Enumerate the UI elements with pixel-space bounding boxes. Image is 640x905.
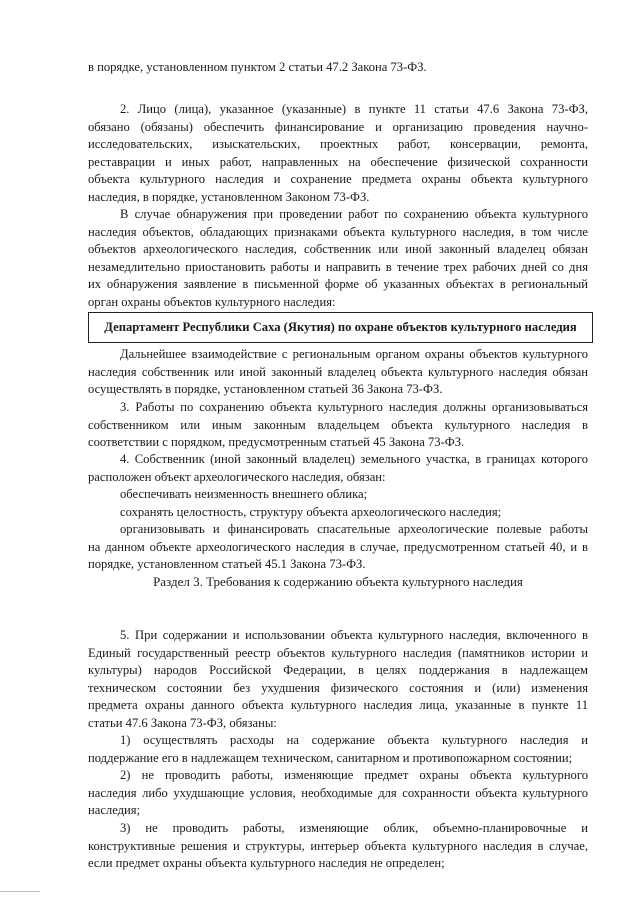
paragraph-2-line: наследия, в порядке, установленном Законом 73-ФЗ. [88, 189, 370, 204]
paragraph-2-line: исследовательских, изыскательских, проектных работ, консервации, ремонта, [88, 137, 588, 151]
scan-edge-mark [0, 891, 40, 892]
paragraph-5-line: предмета охраны данного объекта культурного наследия лица, указанные в пункте 11 [88, 698, 588, 712]
paragraph-2-line: обязано (обязаны) обеспечить финансирование и организацию проведения научно- [88, 119, 588, 134]
paragraph-3-line: собственником или иным законным владельцем объекта культурного наследия в [88, 417, 588, 432]
section-3-title: Раздел 3. Требования к содержанию объекта культурного наследия [153, 574, 523, 589]
paragraph-4-line: на данном объекте археологического наследия в случае, предусмотренном статьей 40, и в [88, 539, 588, 554]
paragraph-3-line: соответствии с порядком, предусмотренным статьей 45 Закона 73-ФЗ. [88, 435, 465, 449]
interaction-paragraph-line: осуществлять в порядке, установленном статьей 36 Закона 73-ФЗ. [88, 382, 443, 396]
item-1-line: 1) осуществлять расходы на содержание объекта культурного наследия и [120, 733, 588, 747]
item-3-line: если предмет охраны объекта культурного наследия не определен; [88, 856, 445, 870]
discovery-paragraph-line: наследия объектов, обладающих признаками объекта культурного наследия, в том числе [88, 224, 588, 239]
paragraph-5-line: культуры) народов Российской Федерации, в целях поддержания в надлежащем [88, 663, 588, 677]
continuation-line: в порядке, установленном пунктом 2 статьи 47.2 Закона 73-ФЗ. [88, 60, 427, 74]
paragraph-2-line: реставрации и иных работ, направленных на обеспечение физической сохранности [88, 154, 588, 169]
discovery-paragraph-line: незамедлительно приостановить работы и направить в течение трех рабочих дней со дня [88, 259, 588, 274]
paragraph-3-line: 3. Работы по сохранению объекта культурного наследия должны организовываться [120, 400, 588, 414]
paragraph-5-line: Единый государственный реестр объектов культурного наследия (памятников истории и [88, 645, 588, 660]
paragraph-5-line: 5. При содержании и использовании объекта культурного наследия, включенного в [120, 628, 588, 642]
paragraph-4-line: порядке, установленном статьей 45.1 Закона 73-ФЗ. [88, 557, 366, 571]
item-1-line: поддержание его в надлежащем техническом, санитарном и противопожарном состоянии; [88, 750, 573, 765]
interaction-paragraph-line: наследия собственник или иной законный владелец объекта культурного наследия обязан [88, 364, 588, 379]
interaction-paragraph-line: Дальнейшее взаимодействие с региональным органом охраны объектов культурного [120, 347, 588, 361]
paragraph-5-line: техническом состоянии без ухудшения физического состояния и (или) изменения [88, 680, 588, 695]
item-2-line: 2) не проводить работы, изменяющие предмет охраны объекта культурного [120, 768, 588, 782]
discovery-paragraph-line: объектов археологического наследия, собственник или иной законный владелец обязан [88, 242, 588, 256]
discovery-paragraph-line: орган охраны объектов культурного наследия: [88, 294, 336, 309]
discovery-paragraph-line: их обнаружения заявление в письменной форме об указанных объектах в региональный [88, 277, 588, 291]
item-3-line: 3) не проводить работы, изменяющие облик, объемно-планировочные и [120, 821, 588, 835]
paragraph-4-line: организовывать и финансировать спасательные археологические полевые работы [120, 522, 588, 536]
item-2-line: наследия либо ухудшающие условия, необходимые для сохранности объекта культурного [88, 785, 588, 800]
authority-name: Департамент Республики Саха (Якутия) по охране объектов культурного наследия [104, 320, 577, 334]
paragraph-5-line: статьи 47.6 Закона 73-ФЗ, обязаны: [88, 715, 277, 730]
discovery-paragraph-line: В случае обнаружения при проведении работ по сохранению объекта культурного [120, 207, 588, 221]
paragraph-2-line: объекта культурного наследия и сохранение предмета охраны объекта культурного [88, 172, 588, 186]
authority-frame [88, 312, 593, 343]
paragraph-4-line: расположен объект археологического наследия, обязан: [88, 469, 386, 484]
item-2-line: наследия; [88, 803, 141, 817]
paragraph-4-item: обеспечивать неизменность внешнего облика; [120, 487, 368, 501]
paragraph-4-line: 4. Собственник (иной законный владелец) земельного участка, в границах которого [120, 452, 588, 466]
item-3-line: конструктивные решения и структуры, интерьер объекта культурного наследия в случае, [88, 838, 588, 853]
paragraph-4-item: сохранять целостность, структуру объекта археологического наследия; [120, 504, 502, 519]
paragraph-2-line: 2. Лицо (лица), указанное (указанные) в пункте 11 статьи 47.6 Закона 73-ФЗ, [120, 102, 588, 116]
